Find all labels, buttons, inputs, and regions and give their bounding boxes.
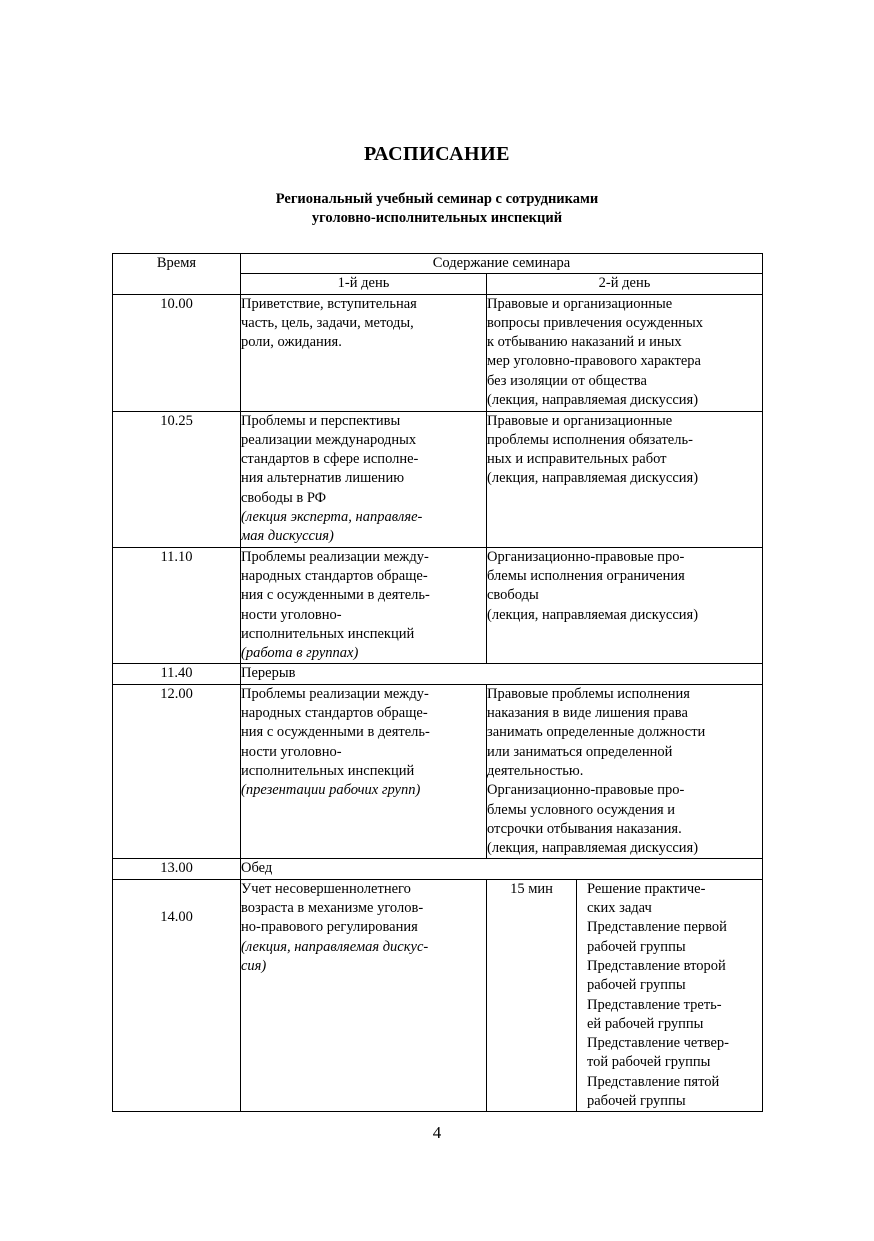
- tasks-cell: [577, 879, 763, 1112]
- day1-cell: [241, 879, 487, 1112]
- table-row: [113, 684, 763, 859]
- session-text: реализации международных: [241, 431, 417, 448]
- session-text: стандартов в сфере исполне-: [241, 451, 419, 468]
- task-item: Представление треть-: [587, 996, 722, 1013]
- session-text: ния альтернатив лишению: [241, 470, 405, 487]
- session-text: наказания в виде лишения права: [487, 705, 688, 722]
- session-text: ности уголовно-: [241, 606, 342, 623]
- session-text: блемы условного осуждения и: [487, 801, 676, 818]
- session-text: (лекция, направляемая дискуссия): [487, 606, 699, 623]
- time-cell: 13.00: [113, 859, 241, 879]
- session-text: Организационно-правовые про-: [487, 782, 685, 799]
- header-content: Содержание семинара: [241, 254, 763, 274]
- session-format: (работа в группах): [241, 645, 359, 662]
- time-cell: 14.00: [113, 879, 241, 1112]
- task-item: рабочей группы: [587, 1092, 686, 1109]
- session-text: блемы исполнения ограничения: [487, 567, 685, 584]
- session-text: возраста в механизме уголов-: [241, 900, 424, 917]
- session-text: свободы в РФ: [241, 489, 327, 506]
- session-text: Проблемы и перспективы: [241, 412, 401, 429]
- session-text: Учет несовершеннолетнего: [241, 880, 411, 897]
- session-text: мер уголовно-правового характера: [487, 353, 701, 370]
- day2-cell: [487, 684, 763, 859]
- day1-cell: [241, 411, 487, 547]
- time-cell: 10.00: [113, 294, 241, 411]
- session-text: Организационно-правовые про-: [487, 548, 685, 565]
- time-cell: 11.40: [113, 664, 241, 684]
- task-item: ей рабочей группы: [587, 1015, 704, 1032]
- page-title: РАСПИСАНИЕ: [363, 143, 510, 165]
- task-item: Представление второй: [587, 957, 726, 974]
- session-text: свободы: [487, 587, 539, 604]
- session-format: (лекция, направляемая дискус-: [241, 938, 429, 955]
- session-text: Приветствие, вступительная: [241, 295, 417, 312]
- session-text: ния с осужденными в деятель-: [241, 724, 430, 741]
- session-text: (лекция, направляемая дискуссия): [487, 840, 699, 857]
- break-label: Перерыв: [241, 664, 763, 684]
- header-time: Время: [113, 254, 241, 295]
- header-day1: 1-й день: [241, 274, 487, 294]
- session-text: (лекция, направляемая дискуссия): [487, 392, 699, 409]
- session-text: исполнительных инспекций: [241, 762, 415, 779]
- session-format: (лекция эксперта, направляе-: [241, 509, 423, 526]
- session-text: отсрочки отбывания наказания.: [487, 820, 682, 837]
- day2-cell: [487, 547, 763, 664]
- subtitle-line: Региональный учебный семинар с сотрудниками: [275, 191, 599, 207]
- time-cell: 10.25: [113, 411, 241, 547]
- subtitle: [0, 190, 874, 228]
- lunch-label: Обед: [241, 859, 763, 879]
- session-text: деятельностью.: [487, 762, 584, 779]
- session-text: вопросы привлечения осужденных: [487, 314, 703, 331]
- session-text: Правовые проблемы исполнения: [487, 685, 690, 702]
- task-item: той рабочей группы: [587, 1054, 711, 1071]
- task-item: ских задач: [587, 900, 652, 917]
- session-text: Правовые и организационные: [487, 295, 673, 312]
- day1-cell: [241, 547, 487, 664]
- task-item: рабочей группы: [587, 938, 686, 955]
- session-text: исполнительных инспекций: [241, 625, 415, 642]
- schedule-table: [112, 253, 763, 1112]
- table-row: [113, 411, 763, 547]
- duration-cell: 15 мин: [487, 879, 577, 1112]
- session-text: но-правового регулирования: [241, 919, 418, 936]
- page-number: 4: [432, 1123, 442, 1142]
- session-text: роли, ожидания.: [241, 334, 342, 351]
- task-item: Представление четвер-: [587, 1035, 729, 1052]
- session-text: народных стандартов обраще-: [241, 705, 428, 722]
- session-text: без изоляции от общества: [487, 372, 647, 389]
- session-text: народных стандартов обраще-: [241, 567, 428, 584]
- session-text: (лекция, направляемая дискуссия): [487, 470, 699, 487]
- session-text: Проблемы реализации между-: [241, 548, 429, 565]
- subtitle-line: уголовно-исполнительных инспекций: [311, 210, 563, 226]
- session-text: ния с осужденными в деятель-: [241, 587, 430, 604]
- session-text: ных и исправительных работ: [487, 451, 667, 468]
- break-row: [113, 664, 763, 684]
- task-item: Представление пятой: [587, 1073, 720, 1090]
- lunch-row: [113, 859, 763, 879]
- session-text: или заниматься определенной: [487, 743, 673, 760]
- session-format: мая дискуссия): [241, 528, 334, 545]
- day2-cell: [487, 411, 763, 547]
- time-cell: 11.10: [113, 547, 241, 664]
- task-item: Решение практиче-: [587, 880, 706, 897]
- table-row: [113, 879, 763, 1112]
- task-item: Представление первой: [587, 919, 727, 936]
- day1-cell: [241, 684, 487, 859]
- session-text: проблемы исполнения обязатель-: [487, 431, 693, 448]
- table-row: [113, 294, 763, 411]
- session-text: часть, цель, задачи, методы,: [241, 314, 414, 331]
- day2-cell: [487, 294, 763, 411]
- session-format: (презентации рабочих групп): [241, 782, 421, 799]
- session-text: к отбыванию наказаний и иных: [487, 334, 682, 351]
- session-format: сия): [241, 957, 267, 974]
- session-text: Проблемы реализации между-: [241, 685, 429, 702]
- session-text: Правовые и организационные: [487, 412, 673, 429]
- session-text: ности уголовно-: [241, 743, 342, 760]
- table-row: [113, 547, 763, 664]
- day1-cell: [241, 294, 487, 411]
- header-day2: 2-й день: [487, 274, 763, 294]
- time-cell: 12.00: [113, 684, 241, 859]
- task-item: рабочей группы: [587, 977, 686, 994]
- session-text: занимать определенные должности: [487, 724, 706, 741]
